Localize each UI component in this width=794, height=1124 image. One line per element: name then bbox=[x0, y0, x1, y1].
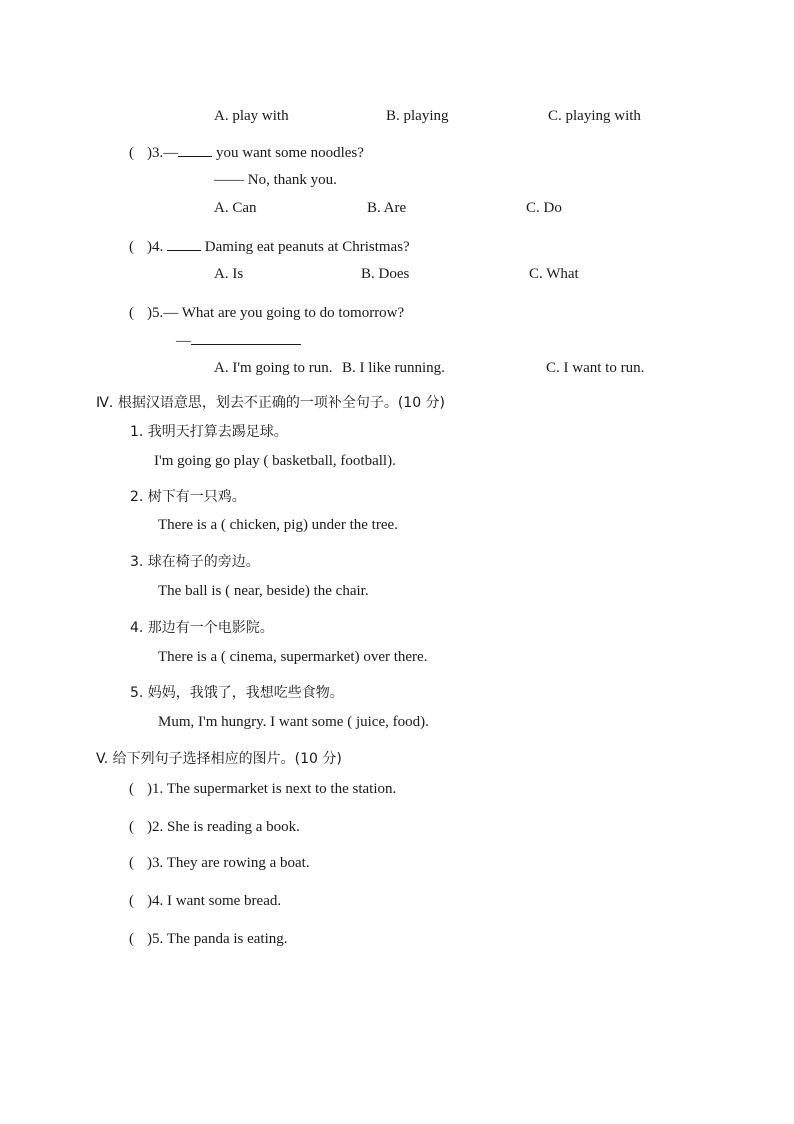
section5-item-3 bbox=[129, 854, 310, 872]
q3-open-paren: ( bbox=[129, 145, 134, 161]
section5-item-1 bbox=[129, 780, 396, 798]
section4-title: Ⅳ. 根据汉语意思，划去不正确的一项补全句子。(10 分) bbox=[96, 395, 446, 411]
section5-title: V. 给下列句子选择相应的图片。(10 分) bbox=[96, 751, 342, 767]
q4-option-c: C. What bbox=[529, 266, 579, 282]
section5-item-2 bbox=[129, 818, 300, 836]
section4-item-1-english: I'm going go play ( basketball, football). bbox=[154, 453, 396, 469]
q4-stem-line bbox=[129, 238, 410, 256]
section5-item-5-text: )5. The panda is eating. bbox=[147, 931, 288, 947]
section4-item-3-english: The ball is ( near, beside) the chair. bbox=[158, 583, 369, 599]
section4-item-2-chinese: 2. 树下有一只鸡。 bbox=[130, 489, 246, 505]
q4-option-a: A. Is bbox=[214, 266, 244, 282]
section4-item-1-chinese: 1. 我明天打算去踢足球。 bbox=[130, 424, 288, 440]
section5-item-1-paren[interactable]: ( bbox=[129, 781, 134, 797]
section4-item-5-chinese: 5. 妈妈，我饿了，我想吃些食物。 bbox=[130, 685, 344, 701]
q4-number: 4. bbox=[152, 239, 164, 255]
q2-option-c: C. playing with bbox=[548, 108, 641, 124]
q5-option-a: A. I'm going to run. bbox=[214, 360, 333, 376]
q5-stem-line bbox=[129, 304, 404, 322]
q4-answer-blank[interactable] bbox=[167, 238, 201, 251]
q2-option-a: A. play with bbox=[214, 108, 289, 124]
q5-option-c: C. I want to run. bbox=[546, 360, 645, 376]
section5-item-4-text: )4. I want some bread. bbox=[147, 893, 282, 909]
q3-option-c: C. Do bbox=[526, 200, 562, 216]
q4-open-paren: ( bbox=[129, 239, 134, 255]
section5-item-3-text: )3. They are rowing a boat. bbox=[147, 855, 310, 871]
section4-item-2-english: There is a ( chicken, pig) under the tree. bbox=[158, 517, 398, 533]
section5-item-4 bbox=[129, 892, 281, 910]
q4-close-paren: ) bbox=[147, 239, 152, 255]
section4-item-4-english: There is a ( cinema, supermarket) over there. bbox=[158, 649, 428, 665]
section4-item-5-english: Mum, I'm hungry. I want some ( juice, food). bbox=[158, 714, 429, 730]
q5-dash: — bbox=[176, 333, 191, 349]
section5-item-2-text: )2. She is reading a book. bbox=[147, 819, 300, 835]
q4-option-b: B. Does bbox=[361, 266, 410, 282]
q3-stem-line bbox=[129, 144, 364, 162]
section5-item-3-paren[interactable]: ( bbox=[129, 855, 134, 871]
section4-item-4-chinese: 4. 那边有一个电影院。 bbox=[130, 620, 274, 636]
q3-option-a: A. Can bbox=[214, 200, 257, 216]
q3-option-b: B. Are bbox=[367, 200, 407, 216]
q5-close-paren: ) bbox=[147, 305, 152, 321]
q3-number: 3.— bbox=[152, 145, 179, 161]
q3-close-paren: ) bbox=[147, 145, 152, 161]
section5-item-4-paren[interactable]: ( bbox=[129, 893, 134, 909]
q5-open-paren: ( bbox=[129, 305, 134, 321]
section4-item-3-chinese: 3. 球在椅子的旁边。 bbox=[130, 554, 260, 570]
section5-item-1-text: )1. The supermarket is next to the station. bbox=[147, 781, 397, 797]
section5-item-2-paren[interactable]: ( bbox=[129, 819, 134, 835]
section5-item-5-paren[interactable]: ( bbox=[129, 931, 134, 947]
q5-answer-line bbox=[176, 332, 301, 350]
q2-option-b: B. playing bbox=[386, 108, 449, 124]
q3-answer-blank[interactable] bbox=[178, 144, 212, 157]
q5-answer-blank[interactable] bbox=[191, 332, 301, 345]
section5-item-5 bbox=[129, 930, 288, 948]
q5-option-b: B. I like running. bbox=[342, 360, 445, 376]
q3-reply: —— No, thank you. bbox=[214, 172, 337, 188]
q5-stem: 5.— What are you going to do tomorrow? bbox=[152, 305, 405, 321]
q3-stem: you want some noodles? bbox=[216, 145, 364, 161]
q4-stem: Daming eat peanuts at Christmas? bbox=[204, 239, 410, 255]
